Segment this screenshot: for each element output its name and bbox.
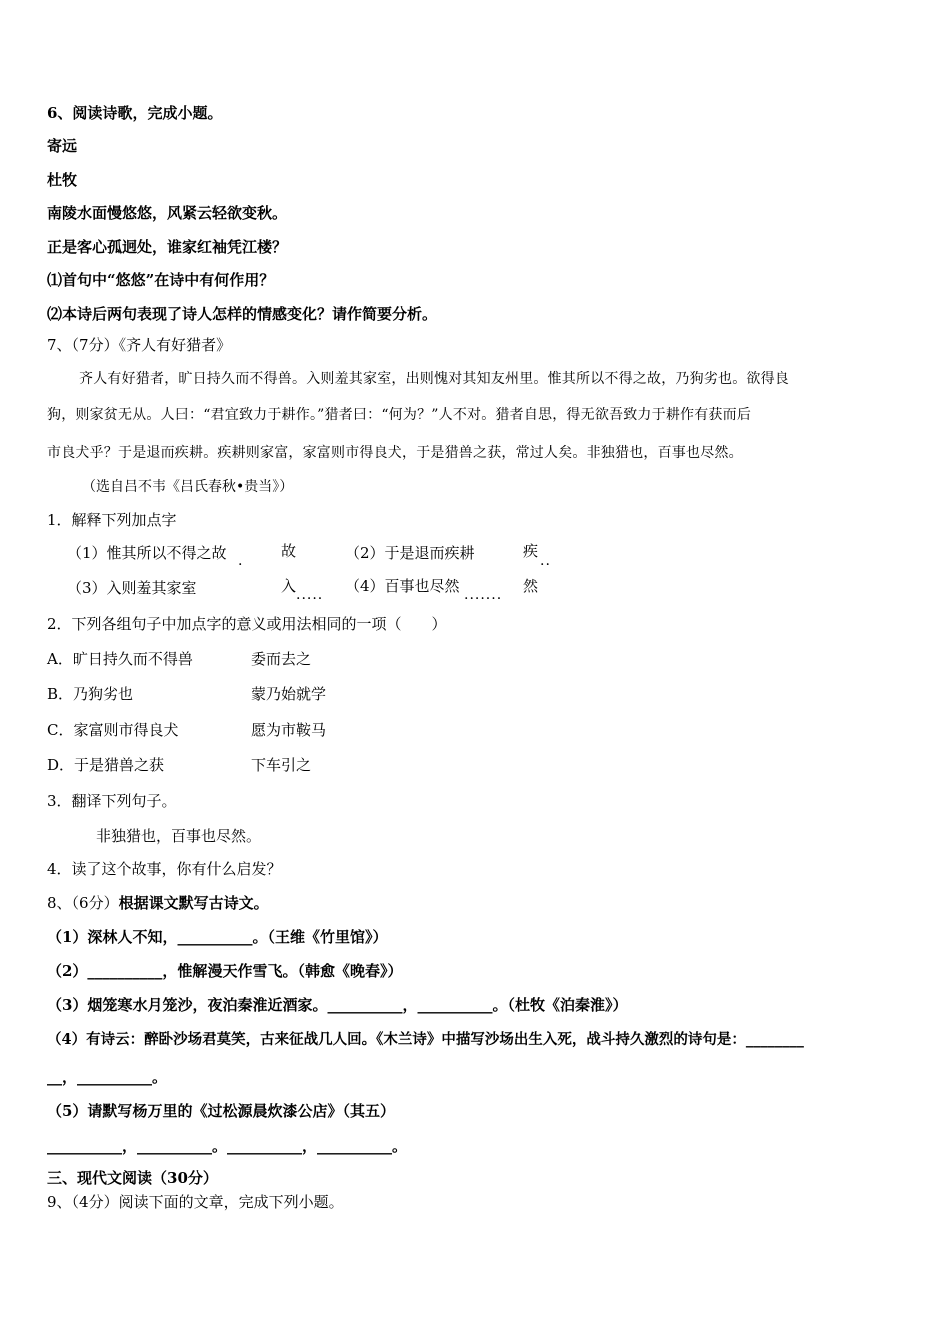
q8-line-2: （2）__________，惟解漫天作雪飞。（韩愈《晚春》） xyxy=(47,962,403,980)
q7-s2-option-c-pair: 愿为市鞍马 xyxy=(251,721,327,739)
q7-passage-line-2: 狗，则家贫无从。人曰：“君宜致力于耕作。”猎者曰：“何为？”人不对。猎者自思，得无欲吾致力于耕作有获而后 xyxy=(47,407,752,423)
q7-source: （选自吕不韦《吕氏春秋•贵当》） xyxy=(82,479,294,495)
q6-sub-1: ⑴首句中“悠悠”在诗中有何作用？ xyxy=(47,271,275,289)
q7-s2-option-d-pair: 下车引之 xyxy=(251,756,312,774)
q7-s2-option-c: C．家富则市得良犬 xyxy=(47,721,179,739)
poem-author: 杜牧 xyxy=(47,171,78,189)
q7-s1-char-1: 故 xyxy=(281,542,297,560)
q6-title: 6、阅读诗歌，完成小题。 xyxy=(47,104,223,122)
q8-title-number: 8、（6分） xyxy=(47,894,119,912)
q7-title: 7、（7分）《齐人有好猎者》 xyxy=(47,336,232,354)
q7-s2-title: 2．下列各组句子中加点字的意义或用法相同的一项（ ） xyxy=(47,615,447,633)
q7-passage-line-1: 齐人有好猎者，旷日持久而不得兽。入则羞其家室，出则愧对其知友州里。惟其所以不得之故，乃狗劣也。欲得良 xyxy=(79,371,789,387)
q7-s2-option-d: D．于是猎兽之获 xyxy=(47,756,165,774)
q7-s2-option-a: A．旷日持久而不得兽 xyxy=(47,650,193,668)
q8-line-5-blanks: __________，__________。__________，__________。 xyxy=(47,1137,408,1155)
q7-s1-char-4: 然 xyxy=(523,577,539,595)
q7-s1-item-1: （1）惟其所以不得之故 xyxy=(67,544,227,562)
poem-line-2: 正是客心孤迥处，谁家红袖凭江楼？ xyxy=(47,238,288,256)
q8-title-text: 根据课文默写古诗文。 xyxy=(118,894,269,912)
q7-s3-sentence: 非独猎也，百事也尽然。 xyxy=(96,827,262,845)
q8-line-4-continued: __，__________。 xyxy=(47,1068,168,1086)
q8-line-4: （4）有诗云：醉卧沙场君莫笑，古来征战几人回。《木兰诗》中描写沙场出生入死，战斗持久激烈的诗句是：________ xyxy=(47,1031,804,1048)
q7-s2-option-b-pair: 蒙乃始就学 xyxy=(251,685,327,703)
q7-s2-option-b: B．乃狗劣也 xyxy=(47,685,134,703)
emphasis-dots: ..... xyxy=(296,587,324,603)
q6-sub-2: ⑵本诗后两句表现了诗人怎样的情感变化？请作简要分析。 xyxy=(47,305,438,323)
poem-title: 寄远 xyxy=(47,137,78,155)
q7-s1-title: 1．解释下列加点字 xyxy=(47,511,177,529)
emphasis-dots: ....... xyxy=(464,587,503,603)
q7-s1-char-2: 疾 xyxy=(523,542,539,560)
q9-title: 9、（4分）阅读下面的文章，完成下列小题。 xyxy=(47,1193,344,1211)
q7-s1-item-3: （3）入则羞其家室 xyxy=(67,579,197,597)
q8-line-3: （3）烟笼寒水月笼沙，夜泊秦淮近酒家。__________，__________。（杜牧《泊秦淮》） xyxy=(47,996,628,1014)
q7-s2-option-a-pair: 委而去之 xyxy=(251,650,312,668)
q7-s1-item-2: （2）于是退而疾耕 xyxy=(345,544,475,562)
emphasis-dots: .. xyxy=(540,553,551,569)
q8-title xyxy=(47,893,269,913)
q7-s3-title: 3．翻译下列句子。 xyxy=(47,792,177,810)
q7-s4-title: 4．读了这个故事，你有什么启发？ xyxy=(47,860,282,878)
q7-s1-item-4: （4）百事也尽然 xyxy=(345,577,460,595)
q7-s1-char-3: 入 xyxy=(281,577,297,595)
q8-line-1: （1）深林人不知，__________。（王维《竹里馆》） xyxy=(47,928,388,946)
section-3-title: 三、现代文阅读（30分） xyxy=(47,1169,218,1187)
poem-line-1: 南陵水面慢悠悠，风紧云轻欲变秋。 xyxy=(47,204,288,222)
q7-passage-line-3: 市良犬乎？于是退而疾耕。疾耕则家富，家富则市得良犬，于是猎兽之获，常过人矣。非独猎也，百事也尽然。 xyxy=(47,445,743,461)
q8-line-5: （5）请默写杨万里的《过松源晨炊漆公店》（其五） xyxy=(47,1102,395,1120)
emphasis-dot: . xyxy=(238,553,244,569)
